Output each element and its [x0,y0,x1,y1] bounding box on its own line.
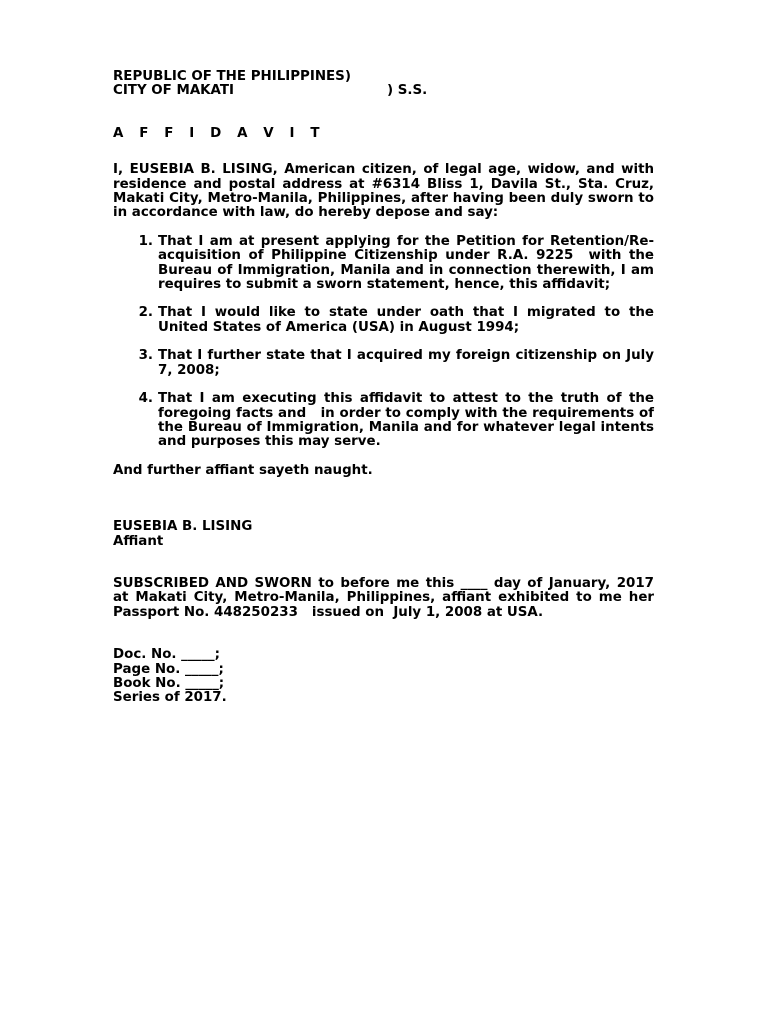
venue-caption [113,70,654,99]
list-item-text: That I would like to state under oath that I migrated to the United States of America (USA) in August 1994; [158,305,659,335]
page-number: Page No. _____; [113,661,224,677]
book-number: Book No. _____; [113,675,225,691]
venue-republic-row [113,70,654,84]
doc-number: Doc. No. _____; [113,647,220,663]
closing-statement: And further affiant sayeth naught. [113,462,373,478]
venue-ss: ) S.S. [387,83,428,99]
affiant-name: EUSEBIA B. LISING [113,519,253,535]
notarial-register [113,648,654,706]
list-item-number: 2. [138,305,153,321]
document-title: A F F I D A V I T [113,125,326,141]
list-item [113,233,659,293]
affiant-signature-block [113,520,654,549]
list-item-text: That I further state that I acquired my foreign citizenship on July 7, 2008; [158,348,659,378]
list-item-text: That I am at present applying for the Petition for Retention/Re-acquisition of Philippine Citizenship under R.A. 9225 with the Bureau of Immigration, Manila and in connection therewith, I am requires to submit a sworn statement, hence, this affidavit; [158,233,659,293]
venue-republic: REPUBLIC OF THE PHILIPPINES) [113,69,351,84]
series-year: Series of 2017. [113,690,227,706]
statement-list [113,233,659,450]
list-item [113,348,659,378]
list-item [113,391,659,450]
intro-paragraph: I, EUSEBIA B. LISING, American citizen, of legal age, widow, and with residence and postal address at #6314 Bliss 1, Davila St., Sta. Cruz, Makati City, Metro-Manila, Philippines, after having been duly sworn to in accordance with law, do hereby depose and say: [113,162,654,221]
affidavit-page [113,69,664,706]
list-item [113,305,659,335]
affiant-label: Affiant [113,533,164,549]
list-item-text: That I am executing this affidavit to attest to the truth of the foregoing facts and in order to comply with the requirements of the Bureau of Immigration, Manila and for whatever legal intents and purposes this may serve. [158,391,659,450]
venue-city-row [113,84,654,98]
jurat-paragraph: SUBSCRIBED AND SWORN to before me this ____ day of January, 2017 at Makati City, Metro-Manila, Philippines, affiant exhibited to me her Passport No. 448250233 issued on July 1, 2008 at USA. [113,575,664,620]
list-item-number: 4. [138,391,153,407]
list-item-number: 1. [138,233,153,249]
venue-city: CITY OF MAKATI [113,83,234,99]
list-item-number: 3. [138,348,153,364]
